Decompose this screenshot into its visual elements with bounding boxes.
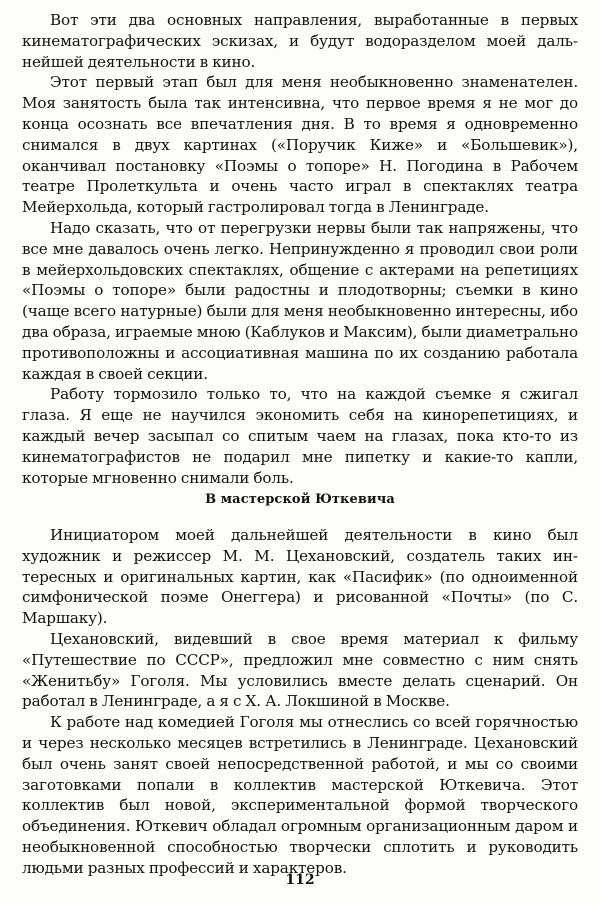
paragraph-5: Инициатором моей дальнейшей деятельности в кино был художник и режиссер М. М. Цехановский, создатель таких интересных и оригинальных картин, как «Пасифик» (по одноименной симфонической поэме Онеггера) и рисованной «Почты» (по С. Маршаку). (22, 526, 578, 628)
paragraph-1: Вот эти два основных направления, выработанные в первых кинематографических эскизах, и будут водоразделом моей дальнейшей деятельности в кино. (22, 11, 578, 71)
paragraph-2: Этот первый этап был для меня необыкновенно знаменателен. Моя занятость была так интенсивна, что первое время я не мог до конца осознать все впечатления дня. В то время я одновременно снимался в двух картинах («Поручик Киже» и «Большевик»), оканчивал постановку «Поэмы о топоре» Н. Погодина в Рабочем театре Пролеткульта и очень часто играл в спектаклях театра Мейерхольда, который гастролировал тогда в Ленинграде. (22, 73, 578, 217)
paragraph-4: Работу тормозило только то, что на каждой съемке я сжигал глаза. Я еще не научился экономить себя на кинорепетициях, и каждый вечер засыпал со спитым чаем на глазах, пока кто-то из кинематографистов не подарил мне пипетку и какие-то капли, которые мгновенно снимали боль. (22, 385, 578, 487)
paragraph-3: Надо сказать, что от перегрузки нервы были так напряжены, что все мне давалось очень легко. Непринужденно я проводил свои роли в мейерхольдовских спектаклях, общение с актерами на репетициях «Поэмы о топоре» были радостны и плодотворны; съемки в кино (чаще всего натурные) были для меня необыкновенно интересны, ибо два образа, играемые мною (Каблуков и Максим), были диаметрально противоположны и ассоциативная машина по их созданию работала каждая в своей секции. (22, 218, 578, 383)
page-number: 112 (285, 872, 315, 888)
body-text-top (22, 10, 578, 488)
paragraph-6: Цехановский, видевший в свое время материал к фильму «Путешествие по СССР», предложил мне совместно с ним снять «Женитьбу» Гоголя. Мы условились вместе делать сценарий. Он работал в Ленинграде, а я с Х. А. Локшиной в Москве. (22, 629, 578, 711)
section-heading: В мастерской Юткевича (205, 492, 395, 507)
paragraph-7: К работе над комедией Гоголя мы отнеслись со всей горячностью и через несколько месяцев встретились в Ленинграде. Цехановский был очень занят своей непосредственной работой, и мы со своими заготовками попали в коллектив мастерской Юткевича. Этот коллектив был новой, экспериментальной формой творческого объединения. Юткевич обладал огромным организационным даром и необыкновенной способностью творчески сплотить и руководить людьми разных профессий и характеров. (22, 713, 578, 877)
body-text-bottom (22, 525, 578, 879)
